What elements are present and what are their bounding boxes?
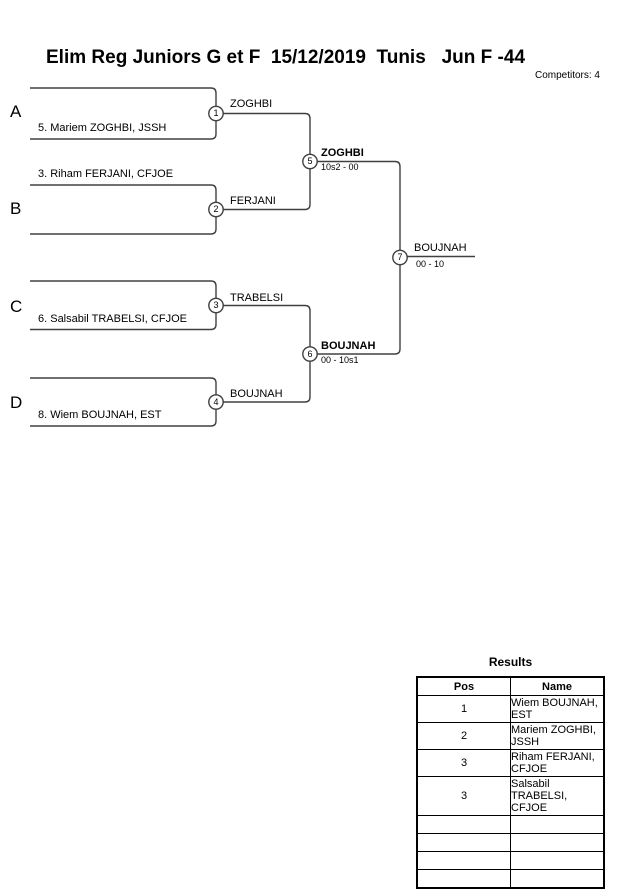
results-col-name: Name [511,677,605,696]
results-header-row [417,677,604,696]
section-letter-c: C [10,297,23,316]
section-letter-a: A [10,102,22,121]
table-row [417,723,604,750]
result-pos [417,852,511,870]
match-5-score: 10s2 - 00 [321,162,359,172]
result-name [511,834,605,852]
table-row [417,834,604,852]
results-title: Results [488,655,533,669]
results-col-pos: Pos [417,677,511,696]
match-7-number: 7 [397,252,403,262]
result-name: Mariem ZOGHBI, JSSH [511,723,605,750]
competitor-name-c: 6. Salsabil TRABELSI, CFJOE [38,313,187,325]
match-2-winner: FERJANI [230,195,276,207]
table-row [417,852,604,870]
result-name [511,816,605,834]
connector-match5-to-match7 [310,162,400,258]
table-row [417,696,604,723]
match-5-number: 5 [307,156,313,166]
competitor-name-a: 5. Mariem ZOGHBI, JSSH [38,122,167,134]
result-name: Riham FERJANI, CFJOE [511,750,605,777]
competitor-name-d: 8. Wiem BOUJNAH, EST [38,409,162,421]
match-4-number: 4 [213,396,219,407]
match-6-score: 00 - 10s1 [321,355,359,365]
match-7-score: 00 - 10 [416,259,445,269]
result-pos: 1 [417,696,511,723]
results-table [416,676,605,889]
page-title: Elim Reg Juniors G et F 15/12/2019 Tunis Jun F -44 [46,47,526,68]
result-name [511,870,605,889]
section-letter-b: B [10,199,22,218]
result-pos [417,870,511,889]
connector-match3-to-match6 [216,306,310,355]
match-6-winner: BOUJNAH [321,340,376,352]
result-pos: 2 [417,723,511,750]
match-3-winner: TRABELSI [230,292,284,304]
match-1-winner: ZOGHBI [230,98,273,110]
result-pos [417,834,511,852]
section-letter-d: D [10,393,23,412]
competitors-count: Competitors: 4 [534,70,600,81]
result-pos [417,816,511,834]
match-5-winner: ZOGHBI [321,147,364,159]
table-row [417,777,604,816]
table-row [417,870,604,889]
table-row [417,816,604,834]
result-name [511,852,605,870]
connector-match1-to-match5 [216,114,310,162]
section-b-bracket-line [30,185,216,234]
result-name: Wiem BOUJNAH, EST [511,696,605,723]
match-2-number: 2 [213,204,219,214]
match-3-number: 3 [213,300,219,310]
result-pos: 3 [417,750,511,777]
competitor-name-b: 3. Riham FERJANI, CFJOE [38,168,174,180]
match-6-number: 6 [307,348,313,359]
result-name: Salsabil TRABELSI, CFJOE [511,777,605,816]
match-7-winner: BOUJNAH [414,242,467,254]
result-pos: 3 [417,777,511,816]
match-1-number: 1 [213,108,219,118]
match-4-winner: BOUJNAH [230,388,283,400]
table-row [417,750,604,777]
